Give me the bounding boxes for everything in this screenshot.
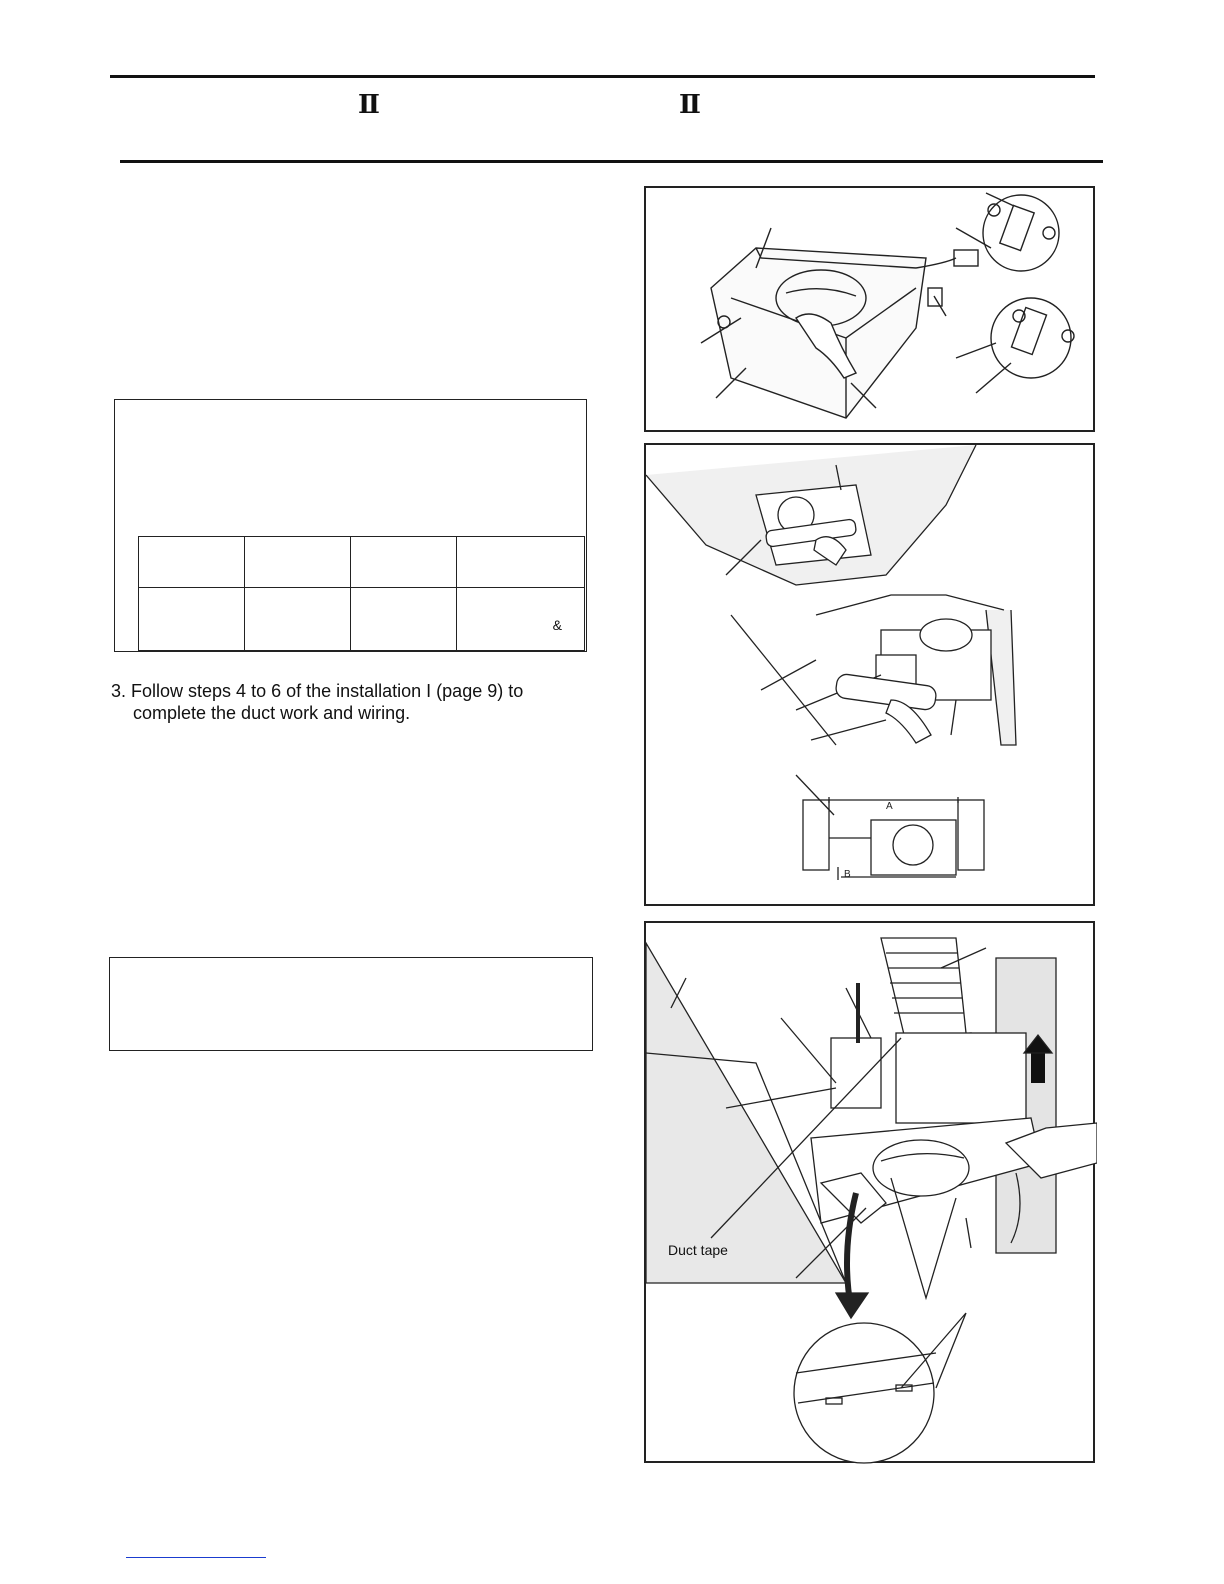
- spec-table: [138, 536, 585, 651]
- header-top-rule: [110, 75, 1095, 78]
- housing-illustration: [646, 188, 1097, 434]
- header-roman-numeral-right: Ⅱ: [679, 90, 701, 119]
- table-cell: [351, 537, 457, 588]
- figure-panel-housing: [644, 186, 1095, 432]
- table-cell: [245, 537, 351, 588]
- dimension-label-b: B: [844, 869, 851, 880]
- note-box: [109, 957, 593, 1051]
- step-3-line-2: complete the duct work and wiring.: [133, 703, 411, 723]
- dimension-label-a: A: [886, 801, 893, 812]
- table-row: [139, 537, 585, 588]
- step-3-text: [111, 680, 523, 724]
- table-cell: [457, 537, 585, 588]
- duct-attachment-illustration: [646, 923, 1097, 1465]
- table-cell: &: [457, 588, 585, 651]
- figure-panel-joist-mounting: [644, 443, 1095, 906]
- footer-line: [126, 1557, 266, 1558]
- header-roman-numeral-left: Ⅱ: [358, 90, 380, 119]
- step-3-line-1: 3. Follow steps 4 to 6 of the installation I (page 9) to: [111, 681, 524, 701]
- duct-tape-label: Duct tape: [668, 1242, 728, 1258]
- header-bottom-rule: [120, 160, 1103, 163]
- joist-mounting-illustration: [646, 445, 1097, 908]
- figure-panel-duct-attachment: [644, 921, 1095, 1463]
- table-row: [139, 588, 585, 651]
- table-cell: [351, 588, 457, 651]
- table-cell: [139, 537, 245, 588]
- table-cell: [139, 588, 245, 651]
- table-cell: [245, 588, 351, 651]
